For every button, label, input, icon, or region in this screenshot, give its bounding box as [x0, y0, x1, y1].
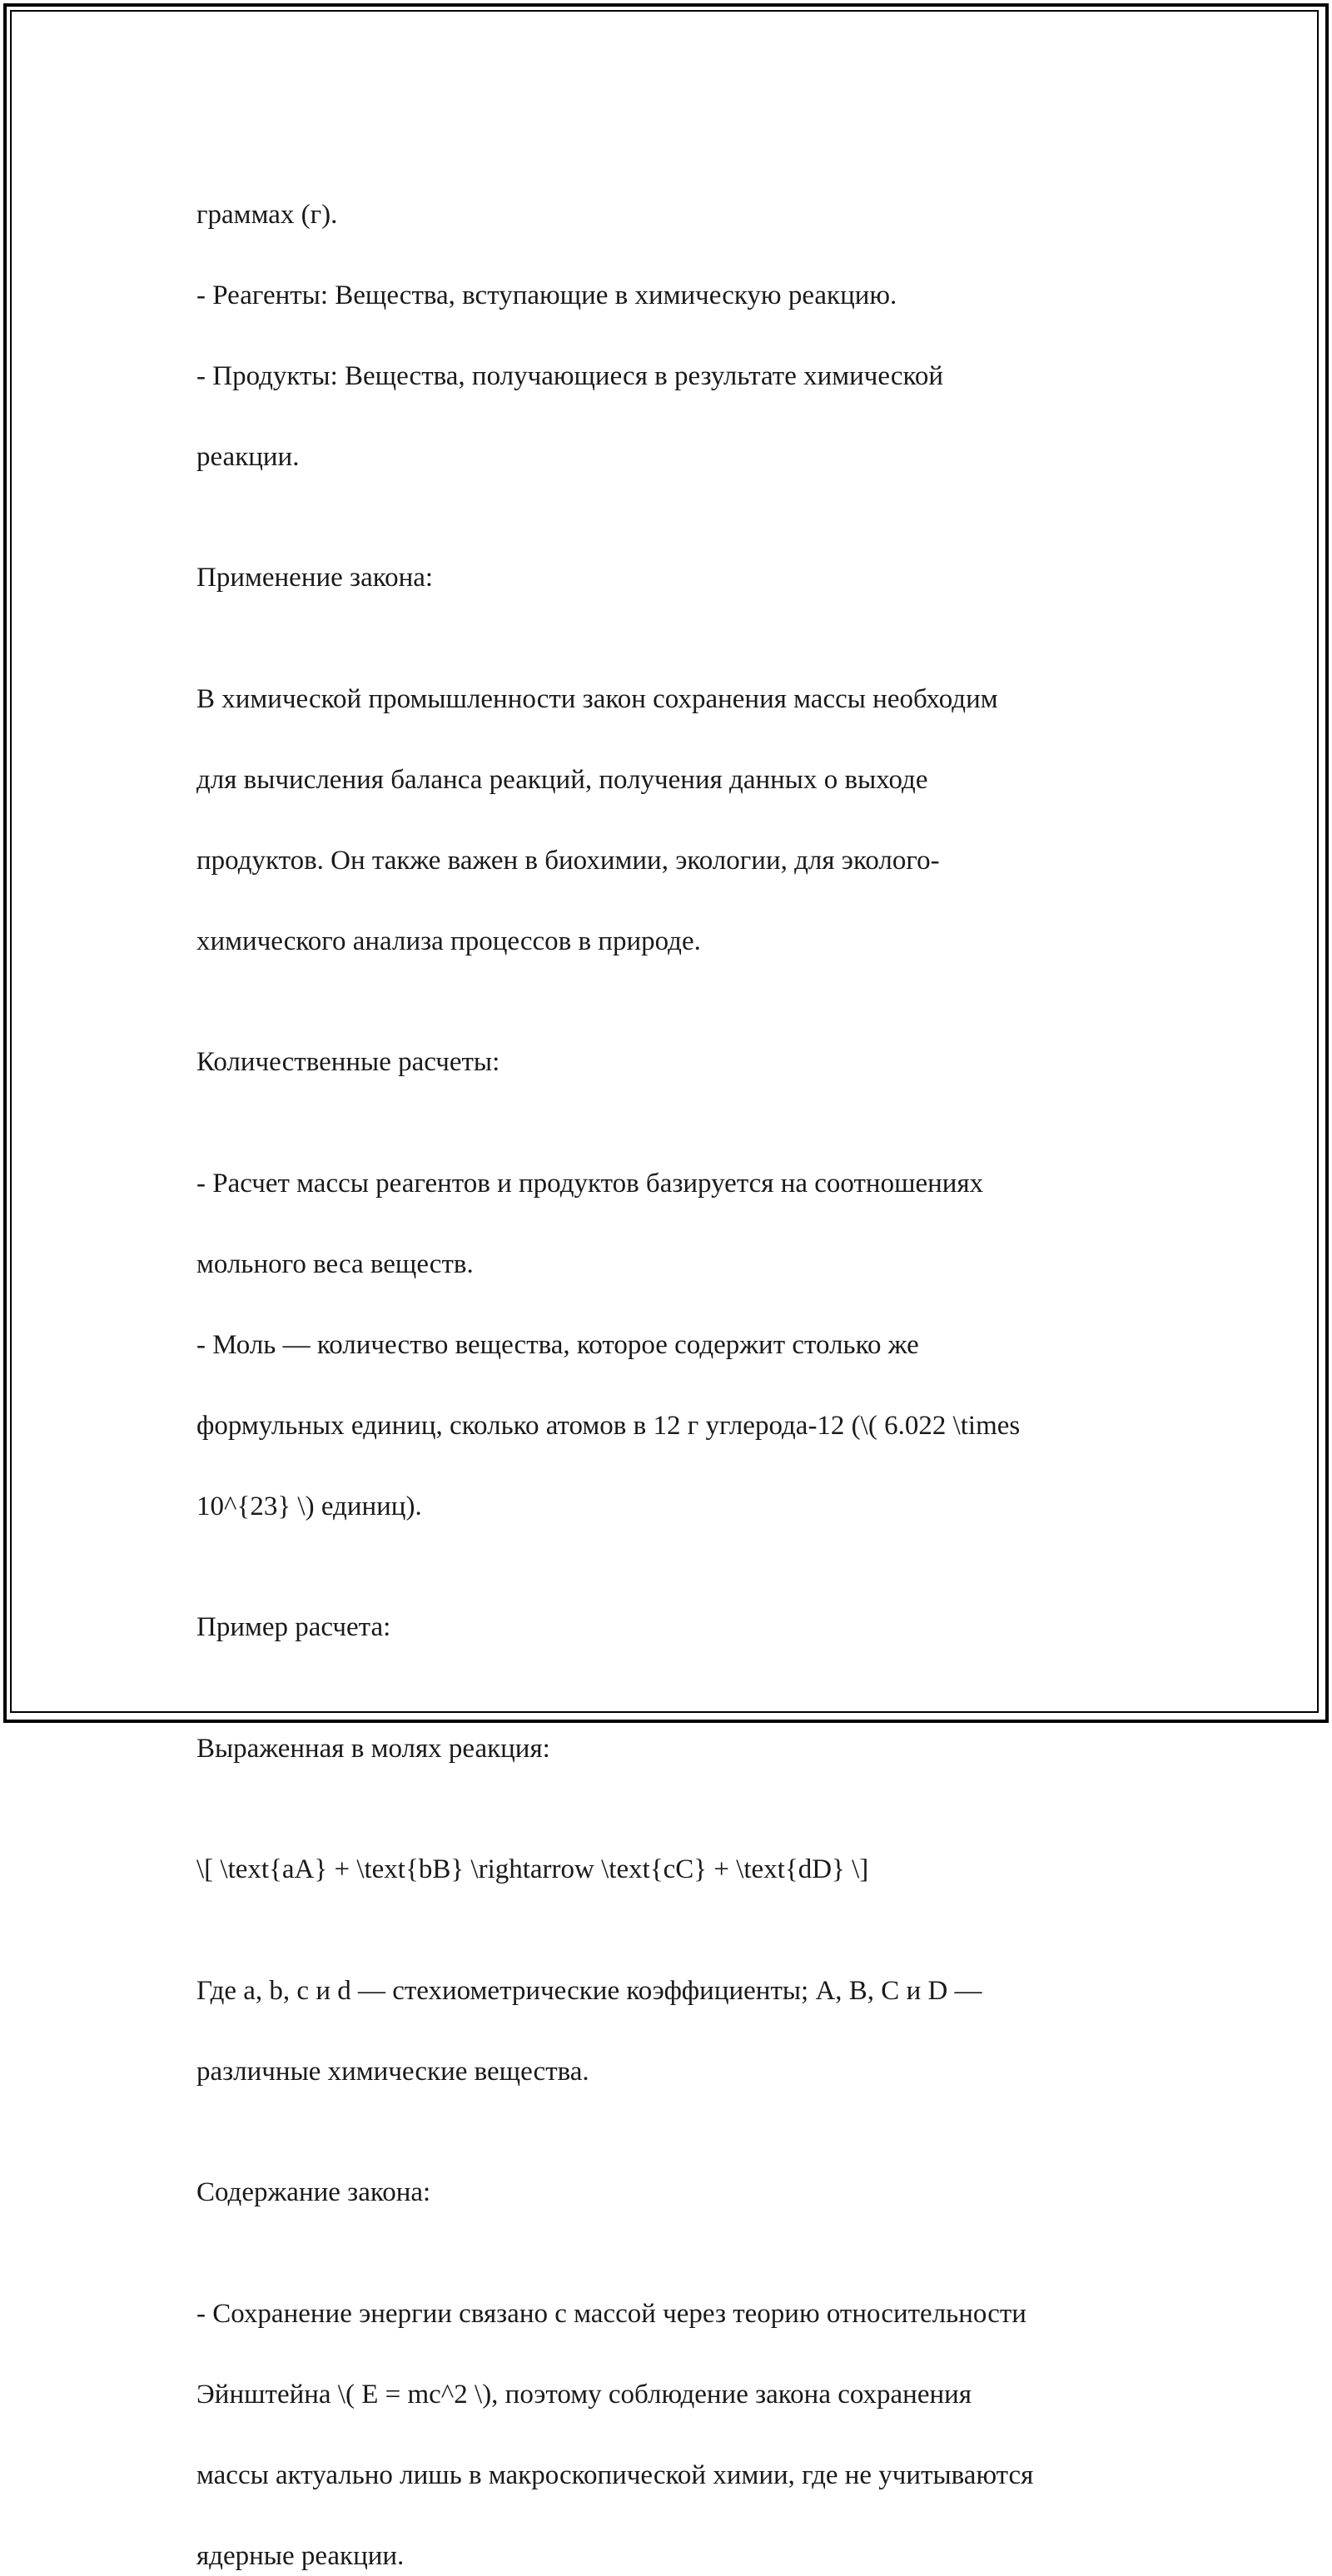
- paragraph-quantitative: [196, 1123, 1162, 1526]
- text-line: ядерные реакции.: [196, 2540, 405, 2571]
- text-line: Выраженная в молях реакция:: [196, 1733, 550, 1764]
- text-line: - Расчет массы реагентов и продуктов базируется на соотношениях: [196, 1168, 984, 1199]
- text-line: химического анализа процессов в природе.: [196, 926, 701, 956]
- text-line: для вычисления баланса реакций, получения данных о выходе: [196, 764, 928, 795]
- text-line: Эйнштейна \( E = mc^2 \), поэтому соблюдение закона сохранения: [196, 2379, 972, 2410]
- heading-law-content: [196, 2132, 1162, 2213]
- text-line: различные химические вещества.: [196, 2056, 589, 2087]
- paragraph-application: [196, 638, 1162, 961]
- text-line: Применение закона:: [196, 563, 434, 593]
- paragraph-reaction-label: [196, 1688, 1162, 1769]
- text-line: Количественные расчеты:: [196, 1047, 500, 1077]
- heading-quantitative: [196, 1002, 1162, 1083]
- reaction-equation: [196, 1809, 1162, 1890]
- text-line: Содержание закона:: [196, 2177, 431, 2207]
- paragraph-coefficients: [196, 1930, 1162, 2092]
- text-line: 10^{23} \) единиц).: [196, 1491, 422, 1521]
- heading-application: [196, 518, 1162, 598]
- paragraph-units-reagents-products: [196, 154, 1162, 477]
- text-line: - Продукты: Вещества, получающиеся в результате химической: [196, 360, 944, 391]
- paragraph-law-content: [196, 2253, 1162, 2576]
- text-line: \[ \text{aA} + \text{bB} \rightarrow \text{cC} + \text{dD} \]: [196, 1854, 869, 1884]
- text-line: В химической промышленности закон сохранения массы необходим: [196, 683, 998, 714]
- text-line: формульных единиц, сколько атомов в 12 г углерода-12 (\( 6.022 \times: [196, 1410, 1021, 1441]
- text-line: массы актуально лишь в макроскопической химии, где не учитываются: [196, 2459, 1034, 2490]
- text-line: - Сохранение энергии связано с массой через теорию относительности: [196, 2298, 1026, 2329]
- text-line: реакции.: [196, 441, 300, 472]
- text-line: Пример расчета:: [196, 1612, 391, 1642]
- document-body: [196, 154, 1162, 2576]
- heading-example: [196, 1567, 1162, 1648]
- text-line: граммах (г).: [196, 199, 338, 230]
- text-line: - Моль — количество вещества, которое содержит столько же: [196, 1329, 919, 1360]
- text-line: Где a, b, c и d — стехиометрические коэффициенты; A, B, C и D —: [196, 1975, 982, 2006]
- text-line: мольного веса веществ.: [196, 1248, 474, 1279]
- text-line: продуктов. Он также важен в биохимии, экологии, для эколого-: [196, 845, 940, 876]
- text-line: - Реагенты: Вещества, вступающие в химическую реакцию.: [196, 280, 897, 310]
